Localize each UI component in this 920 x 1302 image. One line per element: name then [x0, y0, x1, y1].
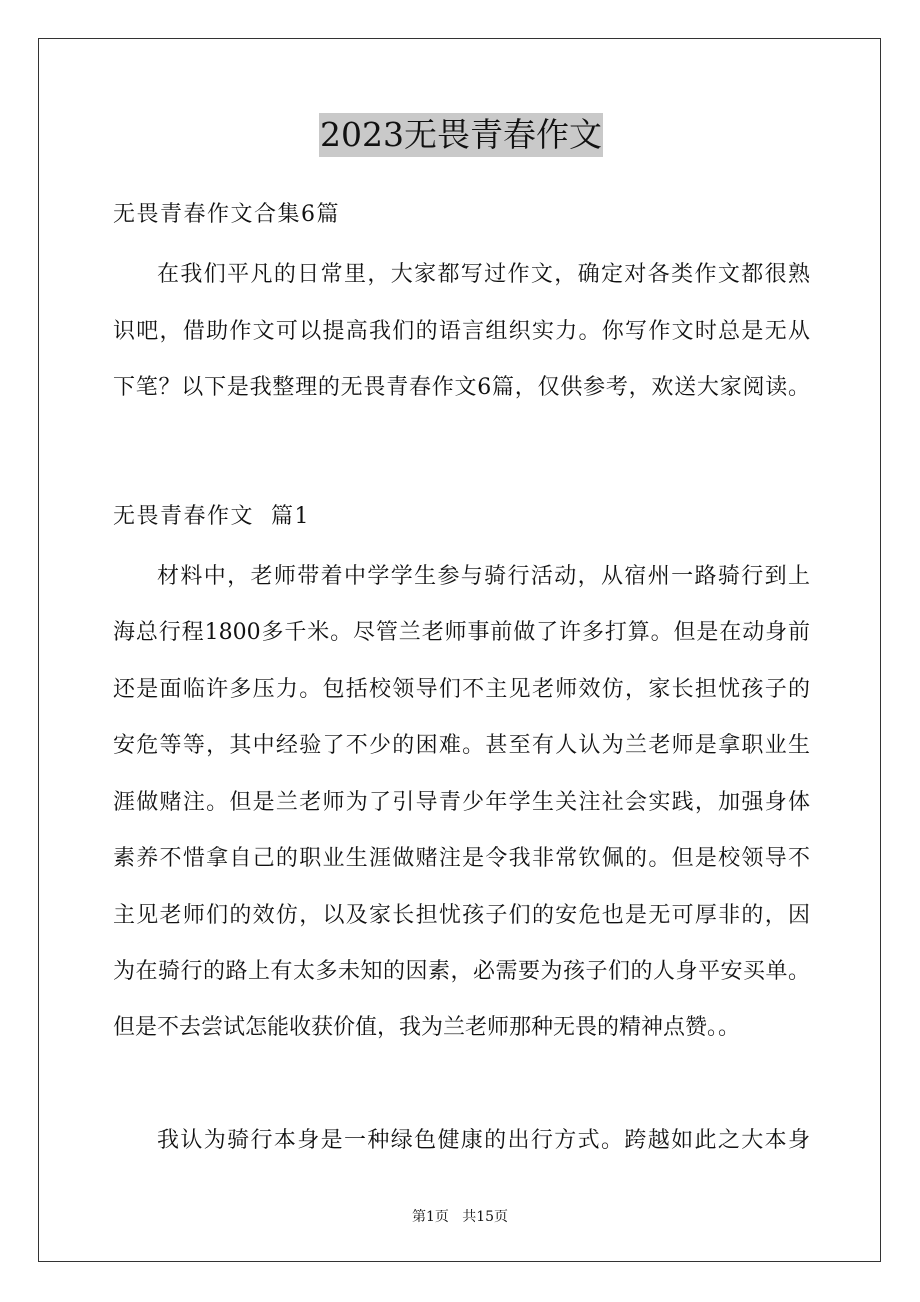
body-line: 素养不惜拿自己的职业生涯做赌注是令我非常钦佩的。但是校领导不 [113, 846, 810, 871]
body-line: 涯做赌注。但是兰老师为了引导青少年学生关注社会实践，加强身体 [113, 790, 810, 815]
intro-line: 识吧，借助作文可以提高我们的语言组织实力。你写作文时总是无从 [113, 319, 810, 344]
intro-line: 在我们平凡的日常里，大家都写过作文，确定对各类作文都很熟 [157, 262, 810, 287]
page-number-footer: 第1页 共15页 [411, 1209, 509, 1225]
body-line: 我认为骑行本身是一种绿色健康的出行方式。跨越如此之大本身 [157, 1128, 810, 1153]
body-line: 海总行程1800多千米。尽管兰老师事前做了许多打算。但是在动身前 [113, 620, 810, 645]
body-line: 材料中，老师带着中学学生参与骑行活动，从宿州一路骑行到上 [157, 564, 810, 589]
document-title: 2023无畏青春作文 [319, 113, 603, 157]
collection-heading: 无畏青春作文合集6篇 [113, 202, 340, 227]
body-line: 还是面临许多压力。包括校领导们不主见老师效仿，家长担忧孩子的 [113, 677, 810, 702]
body-line: 但是不去尝试怎能收获价值，我为兰老师那种无畏的精神点赞。。 [113, 1015, 741, 1040]
body-line: 安危等等，其中经验了不少的困难。甚至有人认为兰老师是拿职业生 [113, 733, 810, 758]
intro-line: 下笔？以下是我整理的无畏青春作文6篇，仅供参考，欢送大家阅读。 [113, 375, 810, 400]
body-line: 主见老师们的效仿，以及家长担忧孩子们的安危也是无可厚非的，因 [113, 903, 810, 928]
body-line: 为在骑行的路上有太多未知的因素，必需要为孩子们的人身平安买单。 [113, 959, 810, 984]
section-heading: 无畏青春作文 篇1 [113, 504, 310, 529]
